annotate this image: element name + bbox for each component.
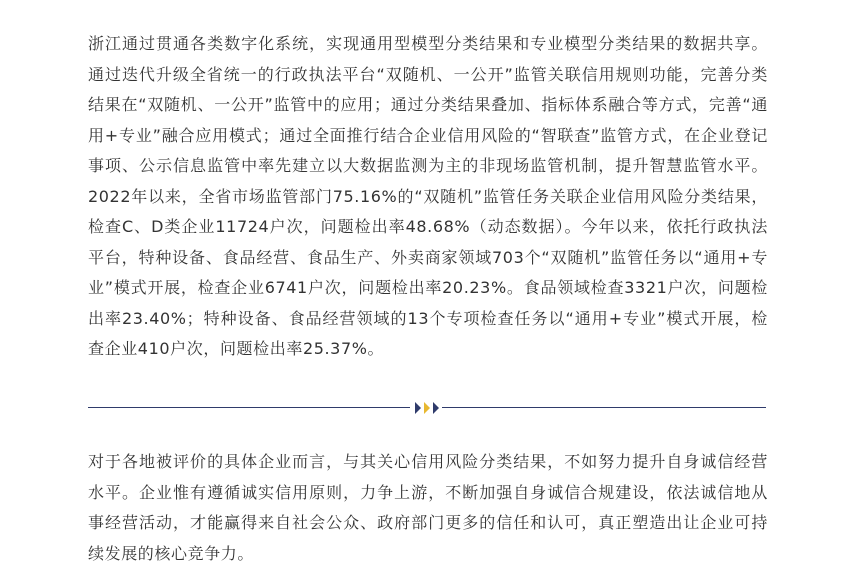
divider-arrow-3 (433, 402, 439, 414)
divider-arrow-1 (415, 402, 421, 414)
article-paragraph: 浙江通过贯通各类数字化系统，实现通用型模型分类结果和专业模型分类结果的数据共享。通过迭代升级全省统一的行政执法平台“双随机、一公开”监管关联信用规则功能，完善分类结果在“双随机、一公开”监管中的应用；通过分类结果叠加、指标体系融合等方式，完善“通用+专业”融合应用模式；通过全面推行结合企业信用风险的“智联查”监管方式，在企业登记事项、公示信息监管中率先建立以大数据监测为主的非现场监管机制，提升智慧监管水平。2022年以来，全省市场监管部门75.16%的“双随机”监管任务关联企业信用风险分类结果，检查C、D类企业11724户次，问题检出率48.68%（动态数据）。今年以来，依托行政执法平台，特种设备、食品经营、食品生产、外卖商家领域703个“双随机”监管任务以“通用+专业”模式开展，检查企业6741户次，问题检出率20.23%。食品领域检查3321户次，问题检出率23.40%；特种设备、食品经营领域的13个专项检查任务以“通用+专业”模式开展，检查企业410户次，问题检出率25.37%。 (88, 34, 768, 358)
article-paragraph: 对于各地被评价的具体企业而言，与其关心信用风险分类结果，不如努力提升自身诚信经营水平。企业惟有遵循诚实信用原则，力争上游，不断加强自身诚信合规建设，依法诚信地从事经营活动，才能赢得来自社会公众、政府部门更多的信任和认可，真正塑造出让企业可持续发展的核心竞争力。 (88, 452, 768, 563)
divider-arrow-2 (424, 402, 430, 414)
chevron-right-icon (413, 401, 441, 415)
section-divider (88, 399, 766, 417)
divider-line-left (88, 407, 410, 408)
divider-line-right (442, 407, 766, 408)
